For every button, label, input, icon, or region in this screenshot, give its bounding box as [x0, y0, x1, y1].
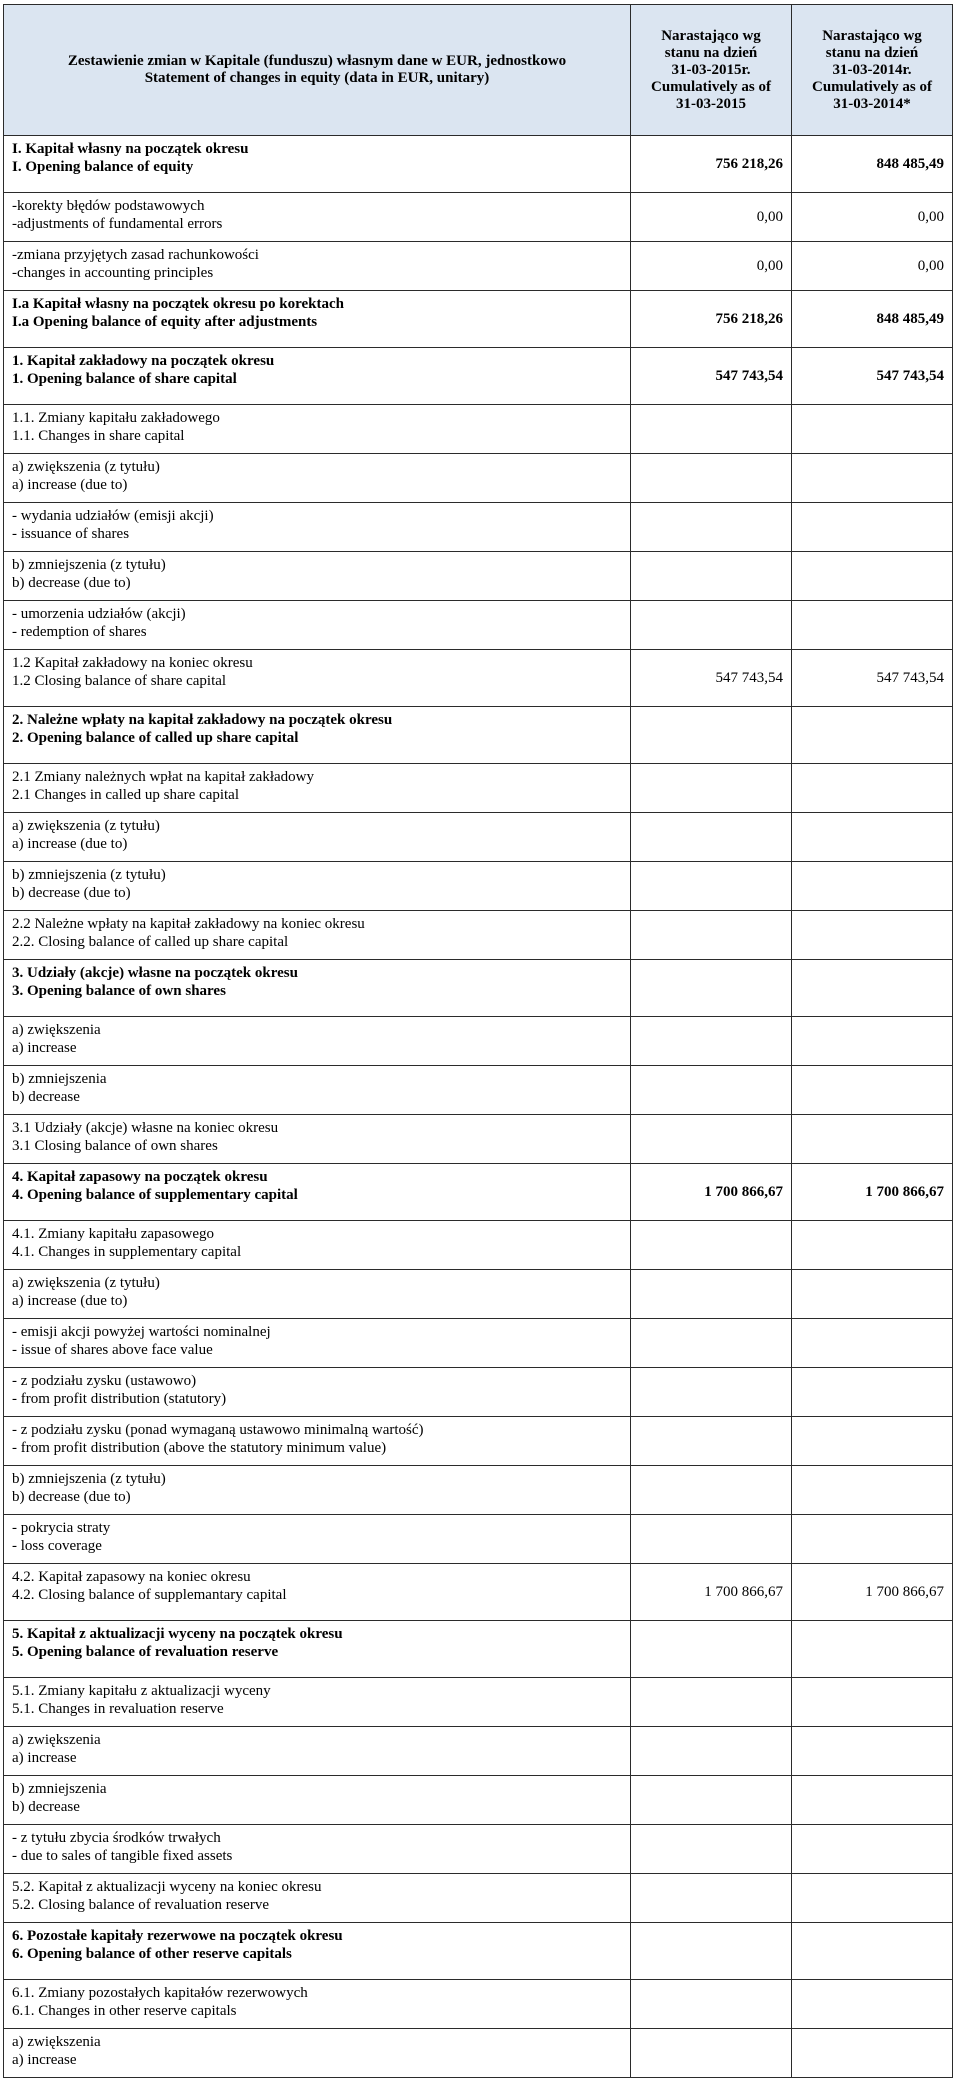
value-2015	[631, 1923, 792, 1980]
table-row	[4, 193, 953, 242]
table-header	[4, 5, 953, 136]
row-label: a) zwiększenia (z tytułu) a) increase (due to)	[4, 1270, 631, 1319]
table-row	[4, 1874, 953, 1923]
row-label: 4.1. Zmiany kapitału zapasowego 4.1. Changes in supplementary capital	[4, 1221, 631, 1270]
table-row	[4, 1466, 953, 1515]
value-2014	[792, 911, 953, 960]
value-2015	[631, 813, 792, 862]
value-2015	[631, 1980, 792, 2029]
value-2015	[631, 764, 792, 813]
table-row	[4, 1515, 953, 1564]
equity-changes-table	[3, 4, 953, 2078]
table-row	[4, 764, 953, 813]
equity-changes-statement	[3, 4, 952, 2068]
value-2015	[631, 2029, 792, 2078]
table-row	[4, 1564, 953, 1621]
row-label: a) zwiększenia a) increase	[4, 1017, 631, 1066]
value-2014	[792, 1368, 953, 1417]
value-2015: 0,00	[631, 242, 792, 291]
row-label: 2.2 Należne wpłaty na kapitał zakładowy na koniec okresu 2.2. Closing balance of called up share capital	[4, 911, 631, 960]
value-2014	[792, 1874, 953, 1923]
value-2015	[631, 707, 792, 764]
value-2014	[792, 503, 953, 552]
value-2015	[631, 1017, 792, 1066]
value-2015: 1 700 866,67	[631, 1564, 792, 1621]
table-row	[4, 960, 953, 1017]
table-row	[4, 1825, 953, 1874]
value-2014	[792, 1417, 953, 1466]
value-2014	[792, 764, 953, 813]
row-label: I. Kapitał własny na początek okresu I. Opening balance of equity	[4, 136, 631, 193]
row-label: 6. Pozostałe kapitały rezerwowe na początek okresu 6. Opening balance of other reserve capitals	[4, 1923, 631, 1980]
value-2014	[792, 454, 953, 503]
statement-title	[4, 5, 631, 136]
row-label: - pokrycia straty - loss coverage	[4, 1515, 631, 1564]
value-2014	[792, 960, 953, 1017]
value-2014	[792, 1923, 953, 1980]
value-2015	[631, 1874, 792, 1923]
value-2014	[792, 1776, 953, 1825]
value-2014: 1 700 866,67	[792, 1564, 953, 1621]
table-row	[4, 1066, 953, 1115]
value-2014: 848 485,49	[792, 136, 953, 193]
value-2015: 547 743,54	[631, 650, 792, 707]
value-2015	[631, 1825, 792, 1874]
value-2014	[792, 1621, 953, 1678]
value-2015	[631, 454, 792, 503]
value-2014	[792, 1066, 953, 1115]
table-row	[4, 862, 953, 911]
row-label: 1.1. Zmiany kapitału zakładowego 1.1. Changes in share capital	[4, 405, 631, 454]
row-label: -korekty błędów podstawowych -adjustments of fundamental errors	[4, 193, 631, 242]
row-label: 2. Należne wpłaty na kapitał zakładowy na początek okresu 2. Opening balance of called up share capital	[4, 707, 631, 764]
column-header-2015-text: Narastająco wg stanu na dzień 31-03-2015r. Cumulatively as of 31-03-2015	[651, 27, 771, 112]
value-2014	[792, 1270, 953, 1319]
value-2015	[631, 1727, 792, 1776]
value-2015	[631, 405, 792, 454]
row-label: 4.2. Kapitał zapasowy na koniec okresu 4.2. Closing balance of supplemantary capital	[4, 1564, 631, 1621]
value-2015	[631, 1515, 792, 1564]
table-row	[4, 1678, 953, 1727]
value-2015: 547 743,54	[631, 348, 792, 405]
value-2015	[631, 1319, 792, 1368]
row-label: - z podziału zysku (ustawowo) - from profit distribution (statutory)	[4, 1368, 631, 1417]
value-2014	[792, 2029, 953, 2078]
value-2014	[792, 1678, 953, 1727]
table-row	[4, 454, 953, 503]
value-2015: 756 218,26	[631, 291, 792, 348]
value-2014	[792, 1221, 953, 1270]
row-label: a) zwiększenia (z tytułu) a) increase (due to)	[4, 454, 631, 503]
column-header-2014	[792, 5, 953, 136]
value-2015	[631, 601, 792, 650]
value-2015	[631, 1776, 792, 1825]
value-2014	[792, 813, 953, 862]
row-label: 2.1 Zmiany należnych wpłat na kapitał zakładowy 2.1 Changes in called up share capital	[4, 764, 631, 813]
table-row	[4, 1319, 953, 1368]
row-label: b) zmniejszenia (z tytułu) b) decrease (due to)	[4, 1466, 631, 1515]
table-row	[4, 1417, 953, 1466]
row-label: 1.2 Kapitał zakładowy na koniec okresu 1.2 Closing balance of share capital	[4, 650, 631, 707]
row-label: - emisji akcji powyżej wartości nominalnej - issue of shares above face value	[4, 1319, 631, 1368]
value-2015	[631, 1115, 792, 1164]
value-2014	[792, 1980, 953, 2029]
table-row	[4, 1017, 953, 1066]
table-row	[4, 405, 953, 454]
value-2014: 848 485,49	[792, 291, 953, 348]
value-2014: 547 743,54	[792, 348, 953, 405]
row-label: b) zmniejszenia (z tytułu) b) decrease (due to)	[4, 552, 631, 601]
table-row	[4, 503, 953, 552]
row-label: 4. Kapitał zapasowy na początek okresu 4. Opening balance of supplementary capital	[4, 1164, 631, 1221]
value-2015	[631, 1678, 792, 1727]
row-label: 6.1. Zmiany pozostałych kapitałów rezerwowych 6.1. Changes in other reserve capitals	[4, 1980, 631, 2029]
value-2015	[631, 1221, 792, 1270]
row-label: b) zmniejszenia b) decrease	[4, 1776, 631, 1825]
table-row	[4, 1164, 953, 1221]
value-2014	[792, 1115, 953, 1164]
table-row	[4, 1221, 953, 1270]
value-2014	[792, 1466, 953, 1515]
table-row	[4, 1115, 953, 1164]
row-label: 3. Udziały (akcje) własne na początek okresu 3. Opening balance of own shares	[4, 960, 631, 1017]
value-2015	[631, 552, 792, 601]
value-2014: 0,00	[792, 193, 953, 242]
value-2014	[792, 1515, 953, 1564]
value-2015	[631, 1417, 792, 1466]
value-2015	[631, 911, 792, 960]
row-label: - wydania udziałów (emisji akcji) - issuance of shares	[4, 503, 631, 552]
value-2014	[792, 1319, 953, 1368]
table-row	[4, 1923, 953, 1980]
row-label: b) zmniejszenia b) decrease	[4, 1066, 631, 1115]
row-label: - umorzenia udziałów (akcji) - redemption of shares	[4, 601, 631, 650]
table-row	[4, 1368, 953, 1417]
row-label: a) zwiększenia a) increase	[4, 2029, 631, 2078]
table-row	[4, 136, 953, 193]
value-2015	[631, 1621, 792, 1678]
row-label: 5. Kapitał z aktualizacji wyceny na początek okresu 5. Opening balance of revaluation reserve	[4, 1621, 631, 1678]
table-row	[4, 601, 953, 650]
row-label: a) zwiększenia (z tytułu) a) increase (due to)	[4, 813, 631, 862]
table-row	[4, 707, 953, 764]
column-header-2015	[631, 5, 792, 136]
table-row	[4, 1270, 953, 1319]
table-row	[4, 1727, 953, 1776]
row-label: 5.2. Kapitał z aktualizacji wyceny na koniec okresu 5.2. Closing balance of revaluation reserve	[4, 1874, 631, 1923]
value-2015: 0,00	[631, 193, 792, 242]
value-2014: 1 700 866,67	[792, 1164, 953, 1221]
value-2015	[631, 1270, 792, 1319]
table-row	[4, 1621, 953, 1678]
value-2014	[792, 1017, 953, 1066]
value-2014	[792, 405, 953, 454]
table-row	[4, 650, 953, 707]
table-row	[4, 242, 953, 291]
value-2015: 756 218,26	[631, 136, 792, 193]
value-2014: 0,00	[792, 242, 953, 291]
value-2015	[631, 1066, 792, 1115]
column-header-2014-text: Narastająco wg stanu na dzień 31-03-2014r. Cumulatively as of 31-03-2014*	[812, 27, 932, 112]
table-row	[4, 911, 953, 960]
row-label: 5.1. Zmiany kapitału z aktualizacji wyceny 5.1. Changes in revaluation reserve	[4, 1678, 631, 1727]
value-2015	[631, 862, 792, 911]
value-2014	[792, 707, 953, 764]
value-2014	[792, 862, 953, 911]
table-row	[4, 348, 953, 405]
value-2014	[792, 1727, 953, 1776]
row-label: 1. Kapitał zakładowy na początek okresu 1. Opening balance of share capital	[4, 348, 631, 405]
table-body	[4, 136, 953, 2078]
row-label: b) zmniejszenia (z tytułu) b) decrease (due to)	[4, 862, 631, 911]
table-row	[4, 1980, 953, 2029]
value-2014	[792, 1825, 953, 1874]
row-label: I.a Kapitał własny na początek okresu po korektach I.a Opening balance of equity after adjustments	[4, 291, 631, 348]
value-2015	[631, 1368, 792, 1417]
value-2014	[792, 552, 953, 601]
table-row	[4, 552, 953, 601]
row-label: -zmiana przyjętych zasad rachunkowości -changes in accounting principles	[4, 242, 631, 291]
value-2015	[631, 503, 792, 552]
value-2015	[631, 1466, 792, 1515]
row-label: - z podziału zysku (ponad wymaganą ustawowo minimalną wartość) - from profit distribution (above the statutory minimum value)	[4, 1417, 631, 1466]
value-2015: 1 700 866,67	[631, 1164, 792, 1221]
value-2015	[631, 960, 792, 1017]
table-row	[4, 291, 953, 348]
row-label: - z tytułu zbycia środków trwałych - due to sales of tangible fixed assets	[4, 1825, 631, 1874]
value-2014: 547 743,54	[792, 650, 953, 707]
table-row	[4, 813, 953, 862]
row-label: 3.1 Udziały (akcje) własne na koniec okresu 3.1 Closing balance of own shares	[4, 1115, 631, 1164]
row-label: a) zwiększenia a) increase	[4, 1727, 631, 1776]
value-2014	[792, 601, 953, 650]
table-row	[4, 1776, 953, 1825]
table-row	[4, 2029, 953, 2078]
statement-title-text: Zestawienie zmian w Kapitale (funduszu) własnym dane w EUR, jednostkowo Statement of changes in equity (data in EUR, unitary)	[67, 53, 567, 86]
